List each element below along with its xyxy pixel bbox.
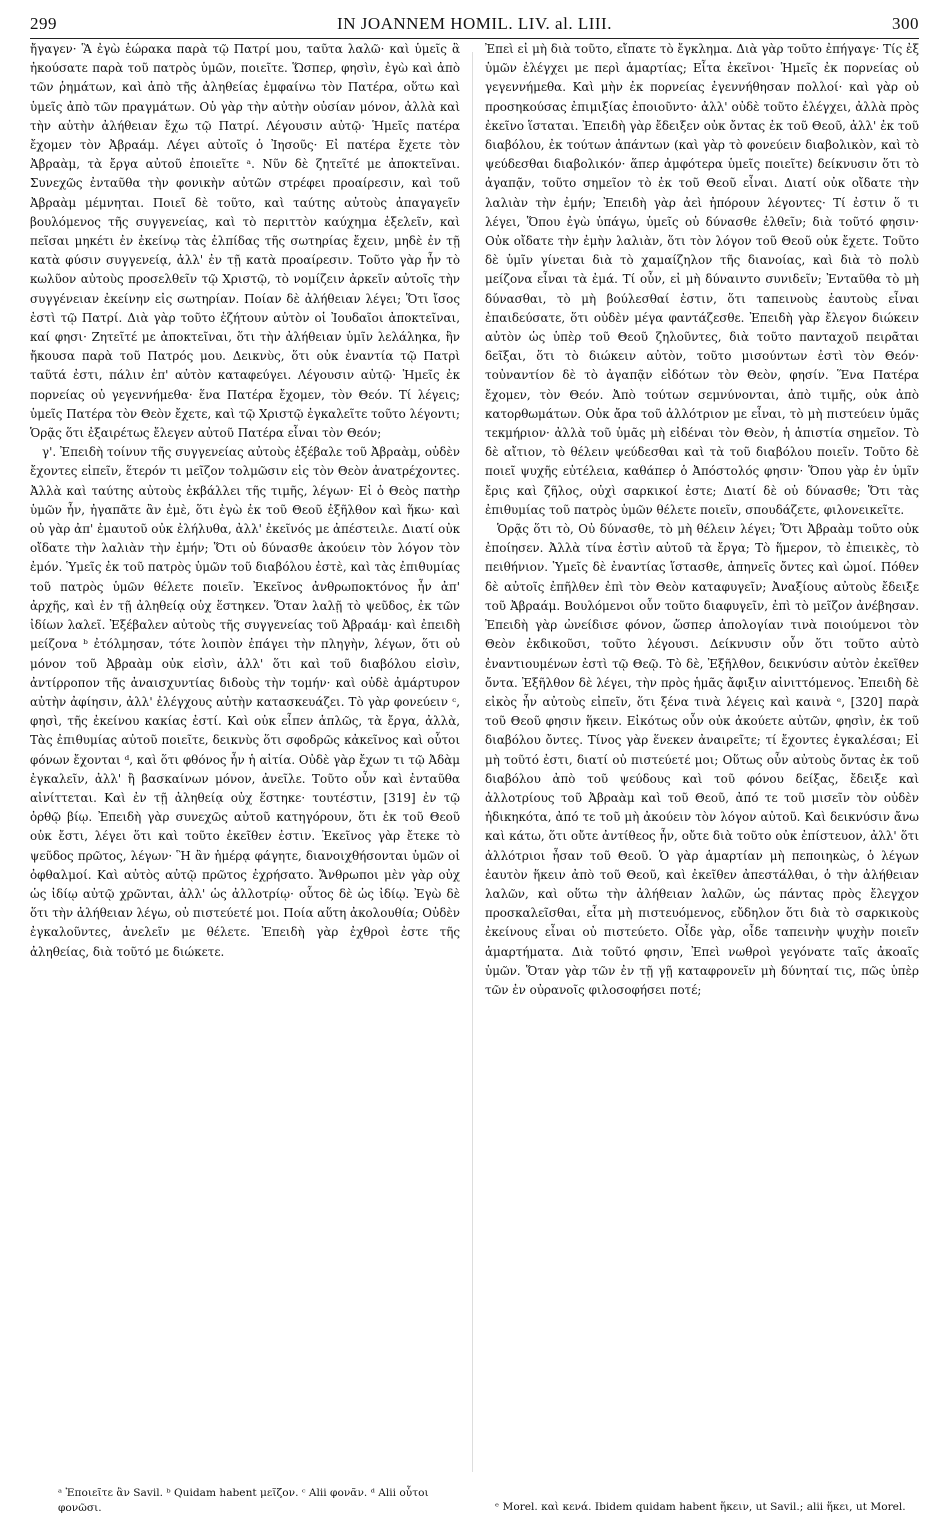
right-column	[485, 40, 919, 1492]
footnotes-left: ᵃ Ἐποιεῖτε ἂν Savil. ᵇ Quidam habent μεῖζον. ᶜ Alii φονᾶν. ᵈ Alii οὗτοι φονῶσι.	[58, 1487, 429, 1514]
left-column	[30, 40, 460, 1477]
column-divider	[472, 52, 473, 1472]
running-head	[30, 8, 919, 38]
right-paragraph-2: Ὁρᾷς ὅτι τὸ, Οὐ δύνασθε, τὸ μὴ θέλειν λέγει; Ὅτι Ἀβραὰμ τοῦτο οὐκ ἐποίησεν. Ἀλλὰ τίνα ἐστὶν αὐτοῦ τὰ ἔργα; Τὸ ἥμερον, τὸ ἐπιεικὲς, τὸ πειθήνιον. Ὑμεῖς δὲ ἐναντίας ἵστασθε, ἀπηνεῖς ὄντες καὶ ὠμοί. Πόθεν δὲ αὐτοῖς ἐπῆλθεν ἐπὶ τὸν Θεὸν καταφυγεῖν; Ἀναξίους αὐτοὺς ἔδειξε τοῦ Ἀβραάμ. Βουλόμενοι οὖν τοῦτο διαφυγεῖν, ἐπὶ τὸ μεῖζον ἀνέβησαν. Ἐπειδὴ γὰρ ὠνείδισε φόνον, ὥσπερ ἀπολογίαν τινὰ ποιούμενοι τὸν Θεὸν ἐκδικοῦσι, τοῦτο λέγουσι. Δείκνυσιν οὖν ὅτι τοῦτο αὐτὸ ἐναντιουμένων ἐστὶ τῷ Θεῷ. Τὸ δὲ, Ἐξῆλθον, δεικνύσιν αὐτὸν ἐκεῖθεν ὄντα. Ἐξῆλθον δὲ λέγει, τὴν πρὸς ἡμᾶς ἄφιξιν αἰνιττόμενος. Ἐπειδὴ δὲ εἰκὸς ἦν αὐτοὺς εἰπεῖν, ὅτι ξένα τινὰ λέγεις καὶ καινὰ ᵉ, [320] παρὰ τοῦ Θεοῦ φησιν ἥκειν. Εἰκότως οὖν οὐκ ἀκούετε αὐτῶν, φησὶν, ἐκ τοῦ διαβόλου ὄντες. Τίνος γὰρ ἕνεκεν ἀναιρεῖτε; τί ἔχοντες ἐγκαλέσαι; Εἰ μὴ τοῦτό ἐστι, διατί οὐ πιστεύετέ μοι; Οὕτως οὖν αὐτοὺς ὄντας ἐκ τοῦ διαβόλου ἀπὸ τοῦ ψεύδους καὶ τοῦ φόνου δείξας, ἔδειξε καὶ ἀλλοτρίους τοῦ Ἀβραὰμ καὶ τοῦ Θεοῦ, ἀπό τε τοῦ μισεῖν τὸν οὐδὲν ἠδικηκότα, ἀπό τε τοῦ μὴ ἀκούειν τὸν λόγον αὐτοῦ. Καὶ δεικνύσιν ἄνω καὶ κάτω, ὅτι οὔτε ἀντίθεος ἦν, οὔτε διὰ τοῦτο οὐκ ἐπίστευον, ἀλλ' ὅτι ἀλλότριοι ἦσαν τοῦ Θεοῦ. Ὁ γὰρ ἁμαρτίαν μὴ πεποιηκὼς, ὁ λέγων ἑαυτὸν ἥκειν ἀπὸ τοῦ Θεοῦ, καὶ ἐκεῖθεν ἀπεστάλθαι, ὁ τὴν ἀλήθειαν λαλῶν, καὶ οὕτω τὴν ἀλήθειαν λαλῶν, ὡς πάντας πρὸς ἔλεγχον προσκαλεῖσθαι, εἶτα μὴ πιστευόμενος, εὔδηλον ὅτι διὰ τὸ σαρκικοὺς ἐκείνους εἶναι οὐ πιστεύετο. Οἶδε γὰρ, οἶδε ταπεινὴν ψυχὴν ποιεῖν ἁμαρτήματα. Διὰ τοῦτό φησιν, Ἐπεὶ νωθροὶ γεγόνατε ταῖς ἀκοαῖς ὑμῶν. Ὅταν γὰρ τῶν ἐν τῇ γῇ καταφρονεῖν μὴ δύνηταί τις, πῶς ὑπὲρ τῶν ἐν οὐρανοῖς φιλοσοφήσει ποτέ;	[485, 522, 919, 997]
left-paragraph-2: γ'. Ἐπειδὴ τοίνυν τῆς συγγενείας αὐτοὺς ἐξέβαλε τοῦ Ἀβραὰμ, οὐδὲν ἔχοντες εἰπεῖν, ἕτερόν τι μεῖζον τολμῶσιν εἰς τὸν Θεὸν ἀνατρέχοντες. Ἀλλὰ καὶ ταύτης αὐτοὺς ἐκβάλλει τῆς τιμῆς, λέγων· Εἰ ὁ Θεὸς πατὴρ ὑμῶν ἦν, ἠγαπᾶτε ἂν ἐμὲ, ὅτι ἐγὼ ἐκ τοῦ Θεοῦ ἐξῆλθον καὶ ἥκω· καὶ οὐ γὰρ ἀπ' ἐμαυτοῦ οὐκ ἐλήλυθα, ἀλλ' ἐκεῖνός με ἀπέστειλε. Διατί οὐκ οἴδατε τὴν λαλιὰν τὴν ἐμήν; Ὅτι οὐ δύνασθε ἀκούειν τὸν λόγον τὸν ἐμόν. Ὑμεῖς ἐκ τοῦ πατρὸς ὑμῶν τοῦ διαβόλου ἐστὲ, καὶ τὰς ἐπιθυμίας τοῦ πατρὸς ὑμῶν θέλετε ποιεῖν. Ἐκεῖνος ἀνθρωποκτόνος ἦν ἀπ' ἀρχῆς, καὶ ἐν τῇ ἀληθείᾳ οὐχ ἕστηκεν. Ὅταν λαλῇ τὸ ψεῦδος, ἐκ τῶν ἰδίων λαλεῖ. Ἐξέβαλεν αὐτοὺς τῆς συγγενείας τοῦ Ἀβραάμ· καὶ ἐπειδὴ μείζονα ᵇ ἐτόλμησαν, τότε λοιπὸν ἐπάγει τὴν πληγὴν, λέγων, ὅτι οὐ μόνον τοῦ Ἀβραὰμ οὐκ εἰσὶν, ἀλλ' ὅτι καὶ τοῦ διαβόλου εἰσὶν, ἀντίρροπον τῆς ἀναισχυντίας διδοὺς τὴν τομήν· καὶ οὐδὲ ἀμάρτυρον αὐτὴν ἀφίησιν, ἀλλ' ἐλέγχους αὐτὴν κατασκευάζει. Τὸ γὰρ φονεύειν ᶜ, φησὶ, τῆς ἐκείνου κακίας ἐστί. Καὶ οὐκ εἶπεν ἁπλῶς, τὰ ἔργα, ἀλλὰ, Τὰς ἐπιθυμίας αὐτοῦ ποιεῖτε, δεικνὺς ὅτι σφοδρῶς κἀκεῖνος καὶ οὗτοι φόνων ἔχονται ᵈ, καὶ ὅτι φθόνος ἦν ἡ αἰτία. Οὐδὲ γὰρ ἔχων τι τῷ Ἀδὰμ ἐγκαλεῖν, ἀλλ' ἢ βασκαίνων μόνον, ἀνεῖλε. Τοῦτο οὖν καὶ ἐνταῦθα αἰνίττεται. Καὶ ἐν τῇ ἀληθείᾳ οὐχ ἕστηκε· τουτέστιν, [319] ἐν τῷ ὀρθῷ βίῳ. Ἐπειδὴ γὰρ συνεχῶς αὐτοῦ κατηγόρουν, ὅτι ἐκ τοῦ Θεοῦ οὐκ ἔστι, λέγει ὅτι καὶ τοῦτο ἐκεῖθεν ἐστιν. Ἐκεῖνος γὰρ ἔτεκε τὸ ψεῦδος πρῶτος, λέγων· Ἣ ἂν ἡμέρᾳ φάγητε, διανοιχθήσονται ὑμῶν οἱ ὀφθαλμοί. Καὶ αὐτὸς αὐτῷ πρῶτος ἐχρήσατο. Ἄνθρωποι μὲν γὰρ οὐχ ὡς ἰδίῳ αὐτῷ χρῶνται, ἀλλ' ὡς ἀλλοτρίῳ· οὗτος δὲ ὡς ἰδίῳ. Ἐγὼ δὲ ὅτι τὴν ἀλήθειαν λέγω, οὐ πιστεύετέ μοι. Ποία αὕτη ἀκολουθία; Οὐδὲν ἐγκαλοῦντες, ἀνελεῖν με θέλετε. Ἐπειδὴ γὰρ ἐχθροὶ ἐστε τῆς ἀληθείας, διὰ τοῦτό με διώκετε.	[30, 445, 460, 959]
page-number-right: 300	[892, 14, 919, 33]
page-number-left: 299	[30, 14, 57, 33]
running-title: IN JOANNEM HOMIL. LIV. al. LIII.	[337, 14, 612, 33]
right-paragraph-1: Ἐπεὶ εἰ μὴ διὰ τοῦτο, εἴπατε τὸ ἔγκλημα. Διὰ γὰρ τοῦτο ἐπήγαγε· Τίς ἐξ ὑμῶν ἐλέγχει με περὶ ἁμαρτίας; Εἶτα ἐκεῖνοι· Ἡμεῖς ἐκ πορνείας οὐ γεγεννήμεθα. Καὶ μὴν ἐκ πορνείας ἐγεννήθησαν πολλοί· καὶ γὰρ οὐ προσηκούσας ἐπιμιξίας ἐποιοῦντο· ἀλλ' οὐδὲ τοῦτο ἐλέγχει, ἀλλὰ πρὸς ἐκεῖνο ἵσταται. Ἐπειδὴ γὰρ ἔδειξεν οὐκ ὄντας ἐκ τοῦ Θεοῦ, ἀλλ' ἐκ τοῦ διαβόλου, ἐκ τούτων ἁπάντων (καὶ γὰρ τὸ φονεύειν διαβολικὸν, καὶ τὸ ψεύδεσθαι διαβολικόν· ἅπερ ἀμφότερα ὑμεῖς ποιεῖτε) δείκνυσιν ὅτι τὸ ἀγαπᾷν, τοῦτο σημεῖον τὸ ἐκ τοῦ Θεοῦ εἶναι. Διατί οὐκ οἴδατε τὴν λαλιὰν τὴν ἐμήν; Ἐπειδὴ γὰρ ἀεὶ ἠπόρουν λέγοντες· Τί ἐστιν ὅ τι λέγει, Ὅπου ἐγὼ ὑπάγω, ὑμεῖς οὐ δύνασθε ἐλθεῖν; διὰ τοῦτό φησιν· Οὐκ οἴδατε τὴν ἐμὴν λαλιὰν, ὅτι τὸν λόγον τοῦ Θεοῦ οὐκ ἔχετε. Τοῦτο δὲ ὑμῖν γίνεται διὰ τὸ χαμαίζηλον τῆς διανοίας, καὶ διὰ τὸ πολὺ μείζονα εἶναι τὰ ἐμά. Τί οὖν, εἰ μὴ δύναιντο συνιδεῖν; Ἐνταῦθα τὸ μὴ δύνασθαι, τὸ μὴ βούλεσθαί ἐστιν, ὅτι ταπεινοὺς ἑαυτοὺς εἶναι ἐπαιδεύσατε, ὅτι οὐδὲν μέγα φαντάζεσθε. Ἐπειδὴ γὰρ ἔλεγον διώκειν αὐτὸν ὡς ὑπὲρ τοῦ Θεοῦ ζηλοῦντες, διὰ τοῦτο πανταχοῦ πειρᾶται δεῖξαι, ὅτι τὸ διώκειν αὐτὸν, τοῦτο μισούντων ἐστὶ τὸν Θεόν· τοὐναντίον δὲ τὸ ἀγαπᾷν εἰδότων τὸν Θεὸν, φησίν. Ἕνα Πατέρα ἔχομεν, τὸν Θεόν. Ἀπὸ τούτων σεμνύνονται, ἀπὸ τιμῆς, οὐκ ἀπὸ κατορθωμάτων. Οὐκ ἄρα τοῦ ἀλλότριον με εἶναι, τὸ μὴ πιστεύειν ὑμᾶς τεκμήριον· ἀλλὰ τοῦ ὑμᾶς μὴ εἰδέναι τὸν Θεὸν, ἡ ἀπιστία σημεῖον. Τὸ δὲ αἴτιον, τὸ θέλειν ψεύδεσθαι καὶ τὰ τοῦ διαβόλου ποιεῖν. Τοῦτο δὲ ποιεῖ ψυχῆς εὐτέλεια, καθάπερ ὁ Ἀπόστολός φησιν· Ὅπου γὰρ ἐν ὑμῖν ἔρις καὶ ζῆλος, οὐχὶ σαρκικοί ἐστε; Διατί δὲ οὐ δύνασθε; Ὅτι τὰς ἐπιθυμίας τοῦ πατρὸς ὑμῶν θέλετε ποιεῖν, σπουδάζετε, φιλονεικεῖτε.	[485, 42, 919, 517]
header-rule	[30, 38, 919, 39]
left-paragraph-1: ἤγαγεν· Ἃ ἐγὼ ἑώρακα παρὰ τῷ Πατρί μου, ταῦτα λαλῶ· καὶ ὑμεῖς ἃ ἠκούσατε παρὰ τοῦ πατρὸς ὑμῶν, ποιεῖτε. Ὥσπερ, φησὶν, ἐγὼ καὶ ἀπὸ τῶν ῥημάτων, καὶ ἀπὸ τῆς ἀληθείας ἐμφαίνω τὸν Πατέρα, οὕτω καὶ ὑμεῖς ἀπὸ τῶν πραγμάτων. Οὐ γὰρ τὴν αὐτὴν οὐσίαν μόνον, ἀλλὰ καὶ τὴν αὐτὴν ἀλήθειαν ἔχω τῷ Πατρί. Λέγουσιν αὐτῷ· Ἡμεῖς πατέρα ἔχομεν τὸν Ἀβραάμ. Λέγει αὐτοῖς ὁ Ἰησοῦς· Εἰ πατέρα ἔχετε τὸν Ἀβραὰμ, τὰ ἔργα αὐτοῦ ἐποιεῖτε ᵃ. Νῦν δὲ ζητεῖτέ με ἀποκτεῖναι. Συνεχῶς ἐνταῦθα τὴν φονικὴν αὐτῶν στρέφει προαίρεσιν, καὶ τοῦ Ἀβραὰμ μέμνηται. Ποιεῖ δὲ τοῦτο, καὶ ταύτης αὐτοὺς ἀπαγαγεῖν βουλόμενος τῆς συγγενείας, καὶ τὸ περιττὸν καύχημα ἐξελεῖν, καὶ πεῖσαι μηκέτι ἐν ἐκείνῳ τὰς ἐλπίδας τῆς σωτηρίας ἔχειν, μηδὲ ἐν τῇ κατὰ φύσιν συγγενείᾳ, ἀλλ' ἐν τῇ κατὰ προαίρεσιν. Τοῦτο γὰρ ἦν τὸ κωλῦον αὐτοὺς προσελθεῖν τῷ Χριστῷ, τὸ νομίζειν ἀρκεῖν αὐτοῖς τὴν συγγένειαν ἐκείνην εἰς σωτηρίαν. Ποίαν δὲ ἀλήθειαν λέγει; Ὅτι ἴσος ἐστὶ τῷ Πατρί. Διὰ γὰρ τοῦτο ἐζήτουν αὐτὸν οἱ Ἰουδαῖοι ἀποκτεῖναι, καί φησι· Ζητεῖτέ με ἀποκτεῖναι, ὅτι τὴν ἀλήθειαν ὑμῖν λελάληκα, ἣν ἤκουσα παρὰ τοῦ Πατρός μου. Δεικνὺς, ὅτι οὐκ ἐναντία τῷ Πατρὶ ταῦτά ἐστι, πάλιν ἐπ' αὐτὸν καταφεύγει. Λέγουσιν αὐτῷ· Ἡμεῖς ἐκ πορνείας οὐ γεγεννήμεθα· ἕνα Πατέρα ἔχομεν, τὸν Θεόν. Τί λέγεις; ὑμεῖς Πατέρα τὸν Θεὸν ἔχετε, καὶ τῷ Χριστῷ ἐγκαλεῖτε τοῦτο λέγοντι; Ὁρᾷς ὅτι ἐξαιρέτως ἔλεγεν αὐτοῦ Πατέρα εἶναι τὸν Θεόν;	[30, 42, 460, 441]
footnotes-right: ᵉ Morel. καὶ κενά. Ibidem quidam habent ἥκειν, ut Savil.; alii ἥκει, ut Morel.	[495, 1501, 906, 1513]
